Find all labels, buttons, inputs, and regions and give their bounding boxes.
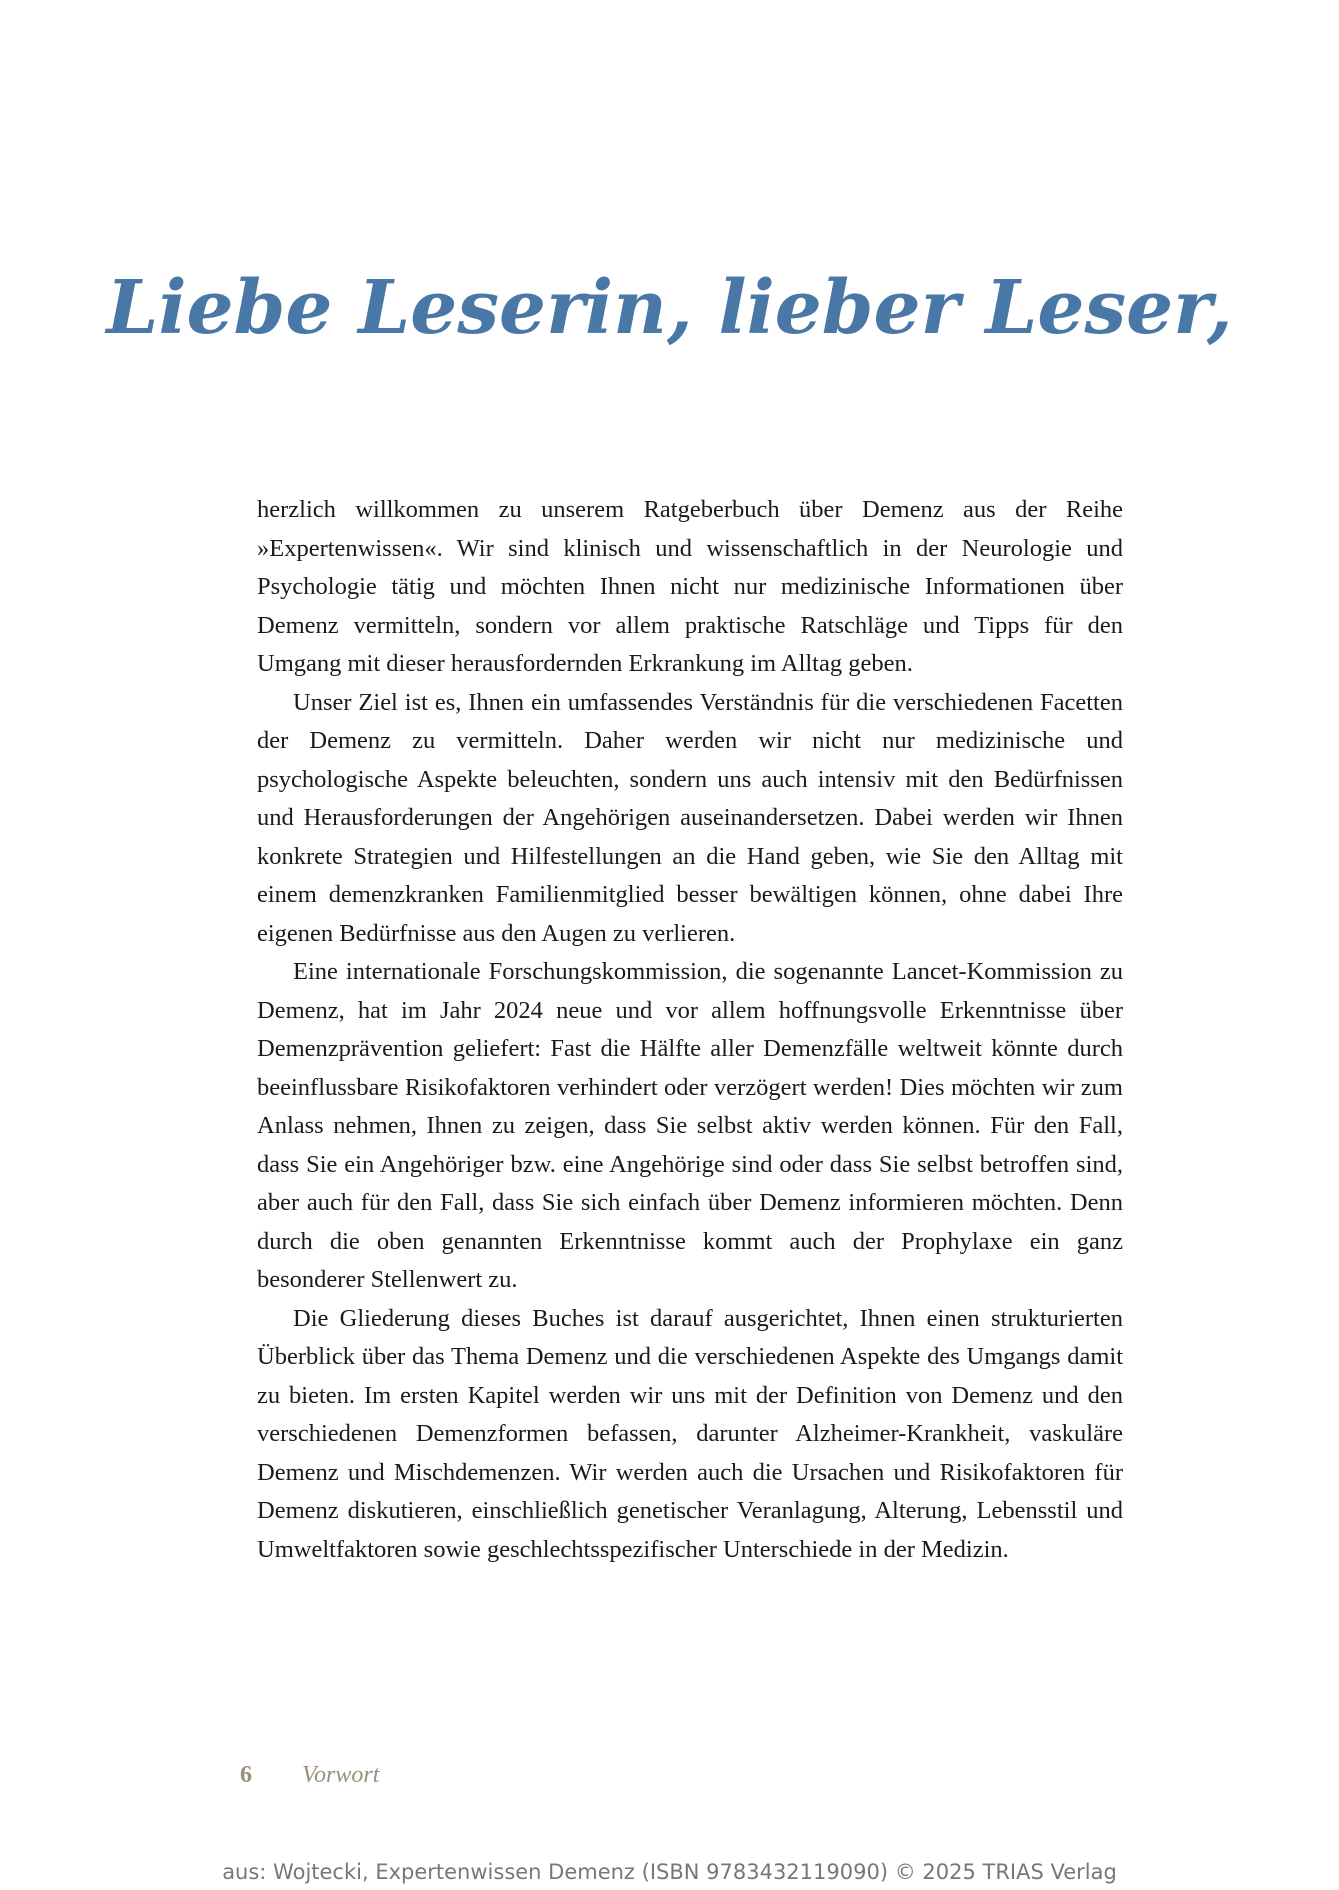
paragraph-1: herzlich willkommen zu unserem Ratgeberbuch über Demenz aus der Reihe »Expertenwissen«. Wir sind klinisch und wissenschaftlich in der Neurologie und Psychologie tätig und möchten Ihnen nicht nur medizinische Informationen über Demenz vermitteln, sondern vor allem praktische Ratschläge und Tipps für den Umgang mit dieser herausfordernden Erkrankung im Alltag geben. [257, 496, 1123, 677]
page-footer [240, 1762, 379, 1789]
paragraph-2: Unser Ziel ist es, Ihnen ein umfassendes Verständnis für die verschiedenen Facetten der Demenz zu vermitteln. Daher werden wir nicht nur medizinische und psychologische Aspekte beleuchten, sondern uns auch intensiv mit den Bedürfnissen und Herausforderungen der Angehörigen auseinandersetzen. Dabei werden wir Ihnen konkrete Strategien und Hilfestellungen an die Hand geben, wie Sie den Alltag mit einem demenzkranken Familienmitglied besser bewältigen können, ohne dabei Ihre eigenen Bedürfnisse aus den Augen zu verlieren. [257, 688, 1123, 947]
page-title: Liebe Leserin, lieber Leser, [106, 265, 1233, 351]
source-citation: aus: Wojtecki, Expertenwissen Demenz (ISBN 9783432119090) © 2025 TRIAS Verlag [222, 1860, 1117, 1884]
paragraph-4: Die Gliederung dieses Buches ist darauf ausgerichtet, Ihnen einen strukturierten Überblick über das Thema Demenz und die verschiedenen Aspekte des Umgangs damit zu bieten. Im ersten Kapitel werden wir uns mit der Definition von Demenz und den verschiedenen Demenzformen befassen, darunter Alzheimer-Krankheit, vaskuläre Demenz und Mischdemenzen. Wir werden auch die Ursachen und Risikofaktoren für Demenz diskutieren, einschließlich genetischer Veranlagung, Alterung, Lebensstil und Umweltfaktoren sowie geschlechtsspezifischer Unterschiede in der Medizin. [257, 1304, 1123, 1563]
paragraph-3: Eine internationale Forschungskommission, die sogenannte Lancet-Kommission zu Demenz, hat im Jahr 2024 neue und vor allem hoffnungsvolle Erkenntnisse über Demenzprävention geliefert: Fast die Hälfte aller Demenzfälle weltweit könnte durch beeinflussbare Risikofaktoren verhindert oder verzögert werden! Dies möchten wir zum Anlass nehmen, Ihnen zu zeigen, dass Sie selbst aktiv werden können. Für den Fall, dass Sie ein Angehöriger bzw. eine Angehörige sind oder dass Sie selbst betroffen sind, aber auch für den Fall, dass Sie sich einfach über Demenz informieren möchten. Denn durch die oben genannten Erkenntnisse kommt auch der Prophylaxe ein ganz besonderer Stellenwert zu. [257, 958, 1123, 1293]
page-number: 6 [240, 1762, 252, 1788]
section-name: Vorwort [302, 1762, 380, 1788]
body-text [257, 491, 1123, 1569]
